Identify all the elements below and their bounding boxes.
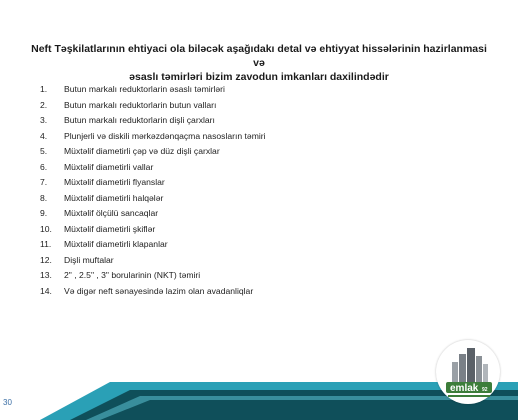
list-item	[40, 113, 480, 129]
list-item-text: Plunjerli və diskili mərkəzdənqaçma nasosların təmiri	[64, 130, 266, 141]
logo-suffix-text: 92	[482, 387, 488, 393]
list-item-text: Müxtəlif diametirli klapanlar	[64, 239, 168, 249]
title-line-2: əsaslı təmirləri bizim zavodun imkanları daxilindədir	[129, 71, 389, 83]
list-item-text: Butun markalı reduktorlarin əsaslı təmirləri	[64, 84, 225, 94]
list-item	[40, 222, 480, 238]
list-item-number: 1.	[40, 84, 48, 94]
list-item	[40, 144, 480, 160]
list-item-number: 3.	[40, 115, 48, 125]
buildings-logo-icon	[436, 340, 500, 404]
list-item-number: 10.	[40, 223, 52, 234]
list-item	[40, 129, 480, 145]
service-list	[40, 82, 480, 299]
list-item-number: 8.	[40, 192, 48, 203]
list-item-number: 14.	[40, 285, 52, 296]
list-item	[40, 160, 480, 176]
list-item-text: Butun markalı reduktorlarin butun valları	[64, 99, 217, 110]
list-item-text: Müxtəlif diametirli şkiflər	[64, 223, 156, 234]
list-item-text: Müxtəlif diametirli vallar	[64, 161, 154, 172]
list-item-number: 6.	[40, 161, 48, 172]
page-number: 30	[3, 398, 12, 407]
list-item-text: Müxtəlif diametirli halqələr	[64, 192, 164, 203]
list-item	[40, 253, 480, 269]
list-item-number: 9.	[40, 208, 48, 218]
list-item-number: 4.	[40, 130, 48, 141]
list-item	[40, 284, 480, 300]
emlak-logo	[436, 340, 500, 404]
list-item	[40, 191, 480, 207]
logo-brand-text: emlak	[450, 383, 479, 394]
list-item-text: Müxtəlif diametirli çəp və düz dişli çarxlar	[64, 146, 220, 156]
page-title	[30, 42, 488, 84]
list-item-number: 13.	[40, 270, 52, 280]
list-item-number: 12.	[40, 254, 52, 265]
list-item-text: Müxtəlif ölçülü sancaqlar	[64, 208, 159, 218]
list-item	[40, 237, 480, 253]
list-item	[40, 206, 480, 222]
list-item-number: 5.	[40, 146, 48, 156]
list-item-number: 7.	[40, 177, 48, 187]
list-item-text: Butun markalı reduktorlarin dişli çarxları	[64, 115, 215, 125]
list-item	[40, 268, 480, 284]
list-item-number: 2.	[40, 99, 48, 110]
list-item	[40, 98, 480, 114]
list-item-number: 11.	[40, 239, 52, 249]
list-item-text: Dişli muftalar	[64, 254, 114, 265]
list-item-text: Müxtəlif diametirli flyanslar	[64, 177, 165, 187]
list-item	[40, 82, 480, 98]
list-item	[40, 175, 480, 191]
title-line-1: Neft Təşkilatlarının ehtiyaci ola biləcək aşağıdakı detal və ehtiyyat hissələrinin hazirlanmasi və	[31, 43, 487, 69]
list-item-text: 2" , 2.5" , 3" borularinin (NKT) təmiri	[64, 270, 201, 280]
list-item-text: Və digər neft sənayesində lazim olan avadanliqlar	[64, 285, 254, 296]
